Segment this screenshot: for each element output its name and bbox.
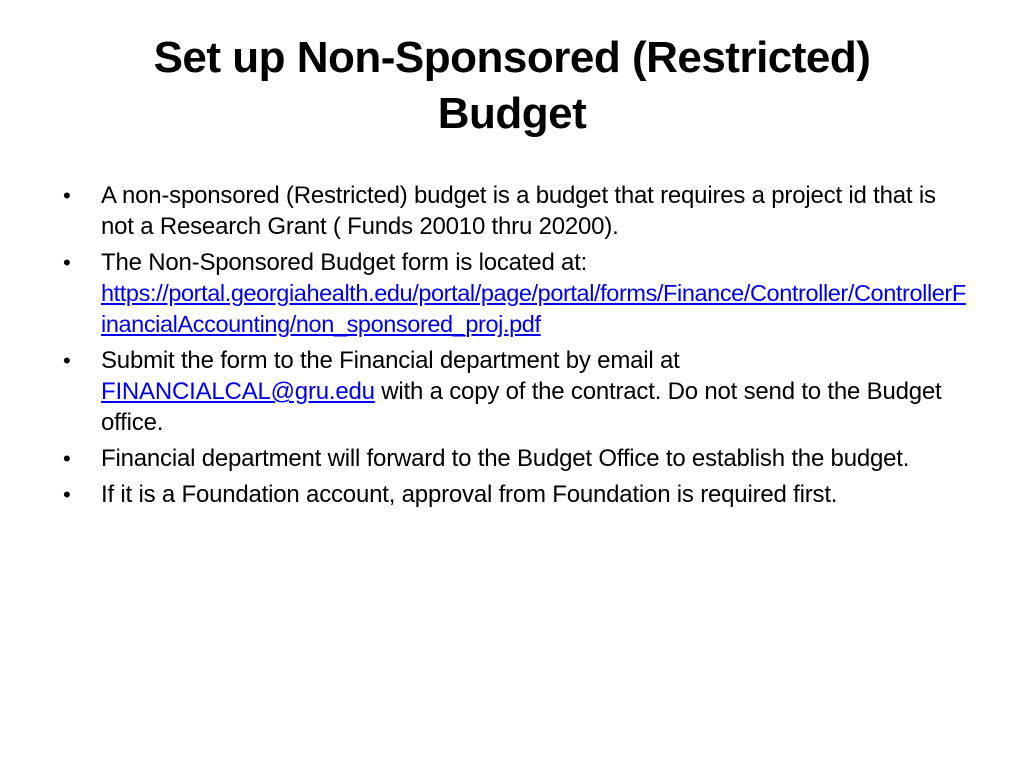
bullet-dot-icon: • (63, 250, 71, 275)
bullet-dot-icon: • (63, 482, 71, 507)
title-line-1: Set up Non-Sponsored (Restricted) (153, 33, 871, 82)
bullet-text: A non-sponsored (Restricted) budget is a budget that requires a project id that is not a Research Grant ( Funds 20010 thru 20200). (101, 182, 936, 240)
slide-title (60, 30, 964, 142)
bullet-text: If it is a Foundation account, approval from Foundation is required first. (101, 481, 838, 508)
bullet-item-project-id (60, 180, 970, 242)
bullet-item-submit-form (60, 345, 970, 438)
bullet-text: Financial department will forward to the Budget Office to establish the budget. (101, 445, 910, 472)
bullet-dot-icon: • (63, 183, 71, 208)
bullet-text-after: with a copy of the contract. Do not send to the Budget office. (101, 378, 942, 436)
form-url-link[interactable]: https://portal.georgiahealth.edu/portal/page/portal/forms/Finance/Controller/ControllerFinancialAccounting/non_sponsored_proj.pdf (101, 280, 966, 337)
email-link[interactable]: FINANCIALCAL@gru.edu (101, 378, 375, 405)
bullet-text: The Non-Sponsored Budget form is located at: (101, 249, 588, 276)
bullet-dot-icon: • (63, 446, 71, 471)
bullet-list (60, 180, 970, 515)
title-line-2: Budget (437, 89, 587, 138)
bullet-item-foundation (60, 479, 970, 510)
bullet-text-before: Submit the form to the Financial department by email at (101, 347, 680, 374)
bullet-item-form-location (60, 247, 970, 340)
bullet-dot-icon: • (63, 348, 71, 373)
bullet-item-forward (60, 443, 970, 474)
